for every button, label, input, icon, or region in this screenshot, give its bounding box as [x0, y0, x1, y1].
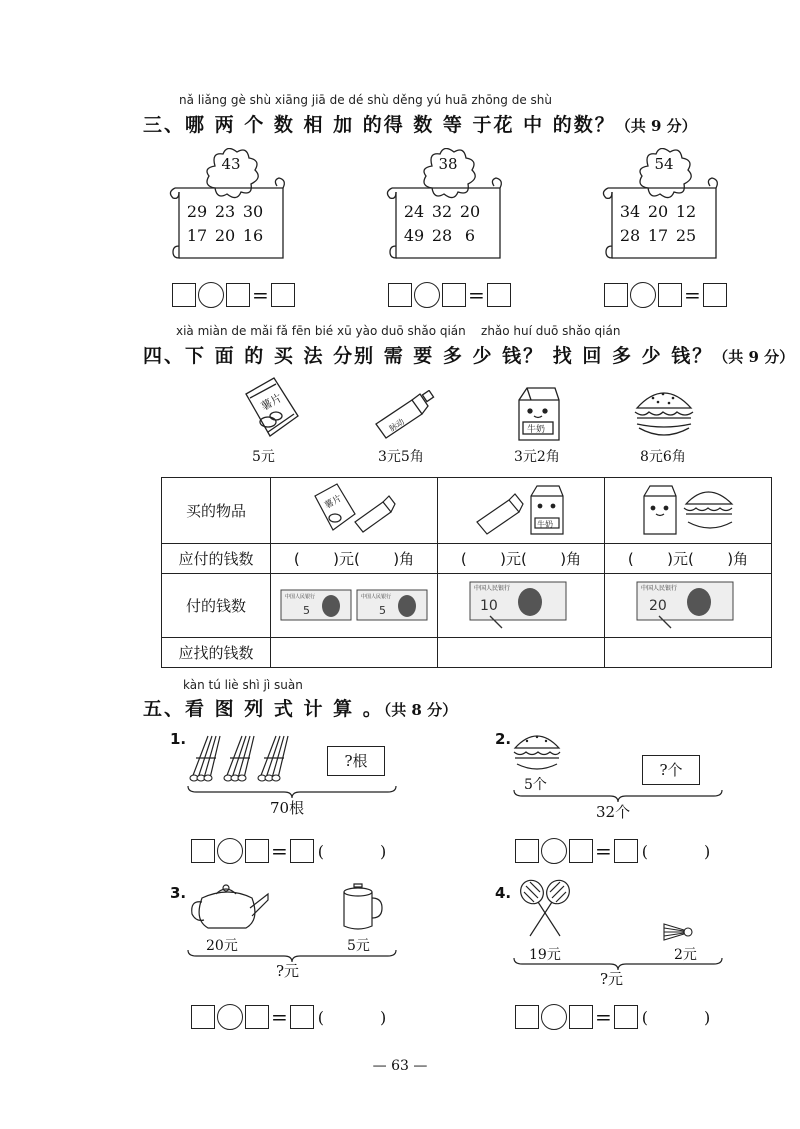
answer-box[interactable]	[658, 283, 682, 307]
total-3: ?元	[276, 962, 300, 980]
svg-text:5: 5	[379, 603, 386, 617]
answer-box[interactable]	[271, 283, 295, 307]
answer-box[interactable]	[487, 283, 511, 307]
section3-title: 三、哪 两 个 数 相 加 的得 数 等 于花 中 的数？	[143, 114, 616, 136]
unit-paren[interactable]: ( )	[317, 1007, 387, 1027]
price-milk: 3元2角	[514, 449, 560, 465]
answer-box[interactable]	[614, 839, 638, 863]
section4-title: 四、下 面 的 买 法 分别 需 要 多 少 钱？ 找 回 多 少 钱？	[143, 345, 714, 367]
burger-icon	[633, 382, 695, 440]
answer-box[interactable]	[172, 283, 196, 307]
answer-box[interactable]	[569, 1005, 593, 1029]
unknown-box-2: ?个	[642, 755, 700, 785]
section4-score: （共 9 分）	[713, 348, 795, 366]
equation-p4: = ( )	[515, 1004, 710, 1030]
answer-box[interactable]	[442, 283, 466, 307]
unit-paren[interactable]: ( )	[641, 841, 711, 861]
equation-p2: = ( )	[515, 838, 710, 864]
flower-number: 54	[654, 155, 674, 173]
water-milk-icon	[473, 482, 569, 536]
known-2: 5个	[524, 777, 547, 793]
pay-cell-1[interactable]: ( )元( )角	[271, 544, 438, 574]
row-header-paid: 付的钱数	[162, 574, 271, 638]
answer-box[interactable]	[245, 839, 269, 863]
answer-box[interactable]	[290, 1005, 314, 1029]
brace-2	[512, 788, 724, 802]
shuttlecock-icon	[660, 920, 694, 942]
items-cell-2	[438, 478, 605, 544]
page-number: — 63 —	[372, 1058, 428, 1074]
stick-bundles-icon	[186, 728, 296, 784]
section3-pinyin: nǎ liǎng gè shù xiāng jiā de dé shù děng yú huā zhōng de shù	[179, 93, 552, 107]
row-header-pay: 应付的钱数	[162, 544, 271, 574]
flower-number: 38	[438, 155, 458, 173]
pay-cell-2[interactable]: ( )元( )角	[438, 544, 605, 574]
svg-text:中国人民银行: 中国人民银行	[285, 593, 316, 600]
section3-heading	[143, 110, 697, 137]
total-2: 32个	[596, 803, 631, 821]
equation-row-3: =	[604, 282, 727, 308]
teapot-icon	[188, 880, 272, 932]
answer-box[interactable]	[191, 1005, 215, 1029]
number-group-1	[165, 148, 295, 268]
price-burger: 8元6角	[640, 449, 686, 465]
milk-carton-icon	[515, 384, 561, 442]
answer-box[interactable]	[191, 839, 215, 863]
svg-text:中国人民银行: 中国人民银行	[641, 584, 678, 592]
right-3: 5元	[347, 938, 370, 954]
section5-score: （共 8 分）	[383, 701, 458, 719]
operator-circle[interactable]	[414, 282, 440, 308]
paid-cell-1	[271, 574, 438, 638]
svg-text:薯片: 薯片	[323, 493, 344, 511]
total-4: ?元	[600, 970, 624, 988]
left-4: 19元	[529, 947, 561, 963]
problem-3-number: 3.	[170, 884, 187, 902]
section3-score: （共 9 分）	[615, 117, 697, 135]
problem-2-number: 2.	[495, 730, 512, 748]
answer-box[interactable]	[226, 283, 250, 307]
answer-box[interactable]	[569, 839, 593, 863]
left-3: 20元	[206, 938, 238, 954]
section5-heading	[143, 694, 457, 721]
price-water: 3元5角	[378, 449, 424, 465]
operator-circle[interactable]	[630, 282, 656, 308]
unknown-box-1: ?根	[327, 746, 385, 776]
unit-paren[interactable]: ( )	[641, 1007, 711, 1027]
total-1: 70根	[270, 799, 305, 817]
section4-heading	[143, 341, 794, 368]
answer-box[interactable]	[703, 283, 727, 307]
chips-bag-icon	[238, 376, 304, 442]
problem-4-number: 4.	[495, 884, 512, 902]
twenty-yuan-bill-icon	[633, 578, 743, 630]
items-cell-1	[271, 478, 438, 544]
number-row-1: 24 32 20	[403, 202, 481, 221]
operator-circle[interactable]	[217, 838, 243, 864]
cup-icon	[340, 882, 384, 932]
section5-title: 五、看 图 列 式 计 算 。	[143, 698, 384, 720]
problem-1-number: 1.	[170, 730, 187, 748]
change-cell-3[interactable]	[605, 638, 772, 668]
answer-box[interactable]	[245, 1005, 269, 1029]
ten-yuan-bill-icon	[466, 578, 576, 630]
section5-pinyin: kàn tú liè shì jì suàn	[183, 678, 303, 692]
paid-cell-3	[605, 574, 772, 638]
answer-box[interactable]	[515, 839, 539, 863]
number-group-2	[382, 148, 512, 268]
price-chips: 5元	[252, 449, 275, 465]
answer-box[interactable]	[388, 283, 412, 307]
number-row-1: 29 23 30	[186, 202, 264, 221]
number-group-3	[598, 148, 728, 268]
section4-pinyin: xià miàn de mǎi fǎ fēn bié xū yào duō shǎo qián zhǎo huí duō shǎo qián	[176, 324, 621, 338]
svg-text:牛奶: 牛奶	[537, 519, 553, 529]
milk-burger-icon	[640, 482, 736, 536]
svg-text:脉动: 脉动	[387, 417, 406, 434]
equation-p1: = ( )	[191, 838, 386, 864]
number-row-2: 17 20 16	[186, 226, 264, 245]
svg-text:中国人民银行: 中国人民银行	[474, 584, 511, 592]
answer-box[interactable]	[614, 1005, 638, 1029]
svg-text:薯片: 薯片	[258, 391, 285, 414]
rackets-icon	[516, 878, 574, 940]
number-row-1: 34 20 12	[619, 202, 697, 221]
five-yuan-bills-icon	[279, 584, 429, 624]
right-4: 2元	[674, 947, 697, 963]
svg-text:10: 10	[480, 597, 498, 614]
change-cell-2[interactable]	[438, 638, 605, 668]
answer-box[interactable]	[290, 839, 314, 863]
svg-text:5: 5	[303, 603, 310, 617]
flower-number: 43	[221, 155, 241, 173]
equation-row-1: =	[172, 282, 295, 308]
burger-icon	[512, 728, 562, 774]
svg-text:20: 20	[649, 597, 667, 614]
change-cell-1[interactable]	[271, 638, 438, 668]
answer-box[interactable]	[515, 1005, 539, 1029]
equation-p3: = ( )	[191, 1004, 386, 1030]
row-header-change: 应找的钱数	[162, 638, 271, 668]
operator-circle[interactable]	[217, 1004, 243, 1030]
svg-text:牛奶: 牛奶	[527, 425, 546, 435]
chips-water-icon	[309, 482, 399, 536]
operator-circle[interactable]	[198, 282, 224, 308]
water-bottle-icon	[370, 390, 436, 440]
unit-paren[interactable]: ( )	[317, 841, 387, 861]
row-header-items: 买的物品	[162, 478, 271, 544]
operator-circle[interactable]	[541, 1004, 567, 1030]
number-row-2: 49 28 6	[403, 226, 476, 245]
operator-circle[interactable]	[541, 838, 567, 864]
brace-1	[186, 784, 398, 798]
paid-cell-2	[438, 574, 605, 638]
svg-text:中国人民银行: 中国人民银行	[361, 593, 392, 600]
items-cell-3	[605, 478, 772, 544]
answer-box[interactable]	[604, 283, 628, 307]
equation-row-2: =	[388, 282, 511, 308]
shopping-table	[161, 477, 772, 668]
number-row-2: 28 17 25	[619, 226, 697, 245]
pay-cell-3[interactable]: ( )元( )角	[605, 544, 772, 574]
